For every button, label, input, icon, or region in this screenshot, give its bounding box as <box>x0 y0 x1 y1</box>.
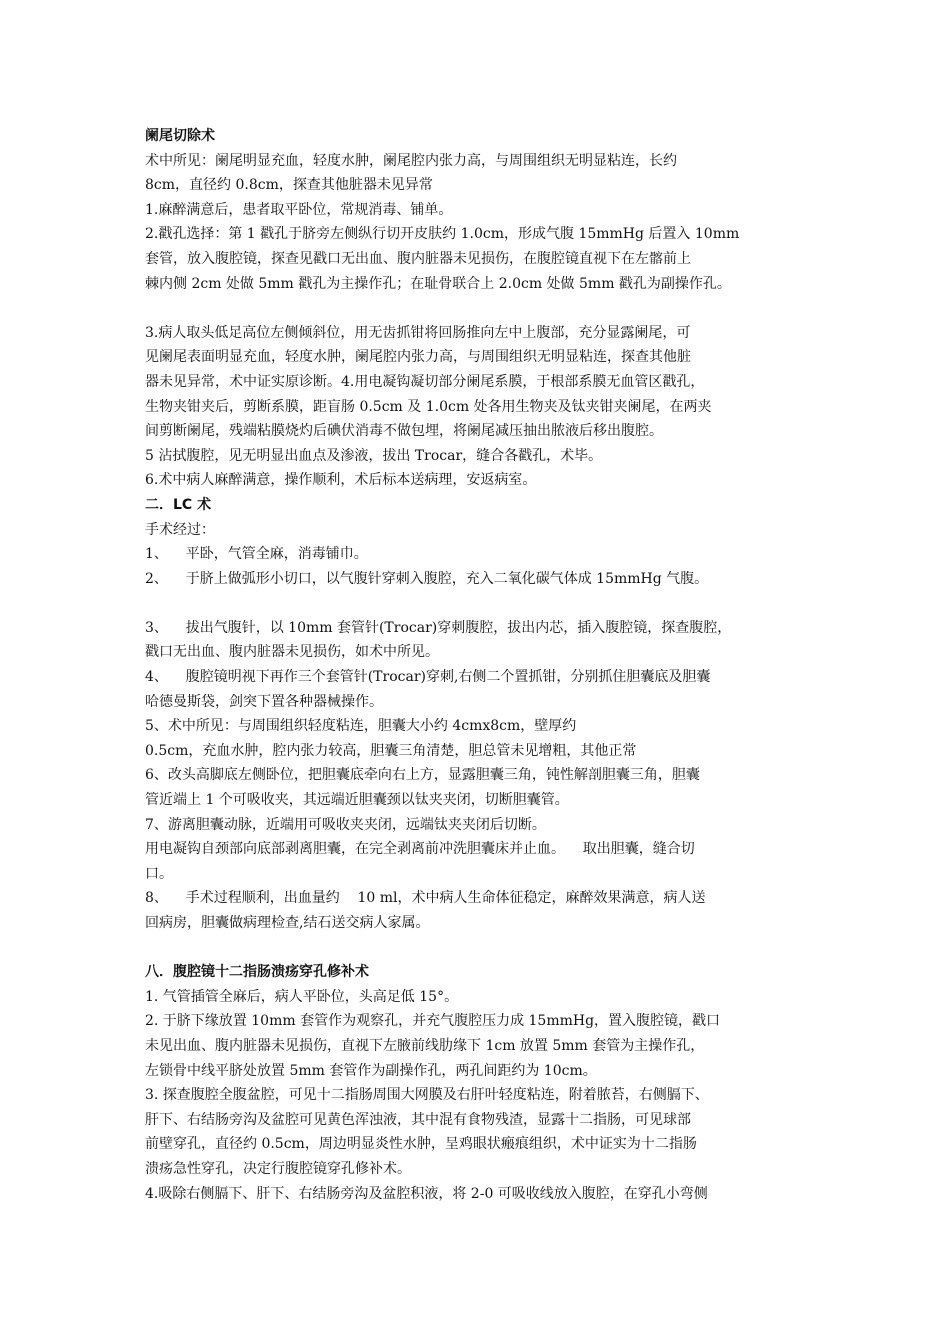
text-line: 哈德曼斯袋，剑突下置各种器械操作。 <box>145 693 383 710</box>
text-line: 2、 于脐上做弧形小切口，以气腹针穿刺入腹腔，充入二氧化碳气体成 15mmHg 气腹。 <box>145 570 709 587</box>
text-line: 肝下、右结肠旁沟及盆腔可见黄色浑浊液，其中混有食物残渣，显露十二指肠，可见球部 <box>145 1111 691 1128</box>
text-line: 左锁骨中线平脐处放置 5mm 套管作为副操作孔，两孔间距约为 10cm。 <box>145 1062 597 1079</box>
text-line: 2.戳孔选择：第 1 戳孔于脐旁左侧纵行切开皮肤约 1.0cm，形成气腹 15mmHg 后置入 10mm <box>145 226 740 243</box>
text-line: 1、 平卧，气管全麻，消毒铺巾。 <box>145 546 368 563</box>
text-line: 7、游离胆囊动脉，近端用可吸收夹夹闭，远端钛夹夹闭后切断。 <box>145 816 546 833</box>
text-line: 6、改头高脚底左侧卧位，把胆囊底牵向右上方，显露胆囊三角，钝性解剖胆囊三角，胆囊 <box>145 767 700 784</box>
text-line: 套管，放入腹腔镜，探查见戳口无出血、腹内脏器未见损伤，在腹腔镜直视下在左髂前上 <box>145 250 691 267</box>
text-line: 管近端上 1 个可吸收夹，其远端近胆囊颈以钛夹夹闭，切断胆囊管。 <box>145 792 569 809</box>
text-line: 棘内侧 2cm 处做 5mm 戳孔为主操作孔；在耻骨联合上 2.0cm 处做 5mm 戳孔为副操作孔。 <box>145 275 731 292</box>
text-line: 1.麻醉满意后，患者取平卧位，常规消毒、铺单。 <box>145 201 453 218</box>
text-line: 6.术中病人麻醉满意，操作顺利，术后标本送病理，安返病室。 <box>145 472 537 489</box>
section-heading: 二．LC 术 <box>145 496 212 513</box>
text-line: 见阑尾表面明显充血，轻度水肿，阑尾腔内张力高，与周围组织无明显粘连，探查其他脏 <box>145 349 691 366</box>
text-line: 2. 于脐下缘放置 10mm 套管作为观察孔，并充气腹腔压力成 15mmHg，置入腹腔镜，戳口 <box>145 1013 721 1030</box>
section-heading: 八．腹腔镜十二指肠溃疡穿孔修补术 <box>145 964 369 981</box>
text-line: 生物夹钳夹后，剪断系膜，距盲肠 0.5cm 及 1.0cm 处各用生物夹及钛夹钳夹阑尾，在两夹 <box>145 398 712 415</box>
text-line: 3、 拔出气腹针，以 10mm 套管针(Trocar)穿刺腹腔，拔出内芯，插入腹腔镜，探查腹腔， <box>145 619 732 636</box>
document-page <box>145 124 825 1206</box>
text-line: 5 沾拭腹腔，见无明显出血点及渗液，拔出 Trocar，缝合各戳孔，术毕。 <box>145 447 603 464</box>
text-line: 8cm，直径约 0.8cm，探查其他脏器未见异常 <box>145 177 433 194</box>
text-line: 3. 探查腹腔全腹盆腔，可见十二指肠周围大网膜及右肝叶轻度粘连，附着脓苔，右侧膈下、 <box>145 1087 709 1104</box>
blank-line <box>145 591 825 616</box>
text-line: 手术经过： <box>145 521 215 538</box>
text-line: 术中所见：阑尾明显充血，轻度水肿，阑尾腔内张力高，与周围组织无明显粘连，长约 <box>145 152 677 169</box>
text-line: 戳口无出血、腹内脏器未见损伤，如术中所见。 <box>145 644 439 661</box>
text-line: 回病房，胆囊做病理检查,结石送交病人家属。 <box>145 915 430 931</box>
text-line: 口。 <box>145 865 173 882</box>
text-line: 5、术中所见：与周围组织轻度粘连，胆囊大小约 4cmx8cm，壁厚约 <box>145 718 577 735</box>
text-line: 器未见异常，术中证实原诊断。4.用电凝钩凝切部分阑尾系膜，于根部系膜无血管区戳孔， <box>145 373 705 390</box>
text-line: 前壁穿孔，直径约 0.5cm，周边明显炎性水肿，呈鸡眼状瘢痕组织，术中证实为十二指肠 <box>145 1136 697 1153</box>
blank-line <box>145 936 825 961</box>
blank-line <box>145 296 825 321</box>
text-line: 4.吸除右侧膈下、肝下、右结肠旁沟及盆腔积液，将 2-0 可吸收线放入腹腔，在穿孔小弯侧 <box>145 1185 708 1202</box>
text-line: 溃疡急性穿孔，决定行腹腔镜穿孔修补术。 <box>145 1160 411 1177</box>
text-line: 3.病人取头低足高位左侧倾斜位，用无齿抓钳将回肠推向左中上腹部，充分显露阑尾，可 <box>145 324 691 341</box>
text-line: 1. 气管插管全麻后，病人平卧位，头高足低 15°。 <box>145 988 459 1005</box>
text-line: 间剪断阑尾，残端粘膜烧灼后碘伏消毒不做包埋，将阑尾减压抽出脓液后移出腹腔。 <box>145 423 663 440</box>
text-line: 4、 腹腔镜明视下再作三个套管针(Trocar)穿刺,右侧二个置抓钳，分别抓住胆囊底及胆囊 <box>145 669 711 686</box>
text-line: 8、 手术过程顺利，出血量约 10 ml，术中病人生命体征稳定，麻醉效果满意，病人送 <box>145 890 706 907</box>
text-line: 0.5cm，充血水肿，腔内张力较高，胆囊三角清楚，胆总管未见增粗，其他正常 <box>145 742 637 759</box>
text-line: 用电凝钩自颈部向底部剥离胆囊，在完全剥离前冲洗胆囊床并止血。 取出胆囊，缝合切 <box>145 841 695 858</box>
section-heading: 阑尾切除术 <box>145 128 215 144</box>
text-line: 未见出血、腹内脏器未见损伤，直视下左腋前线肋缘下 1cm 放置 5mm 套管为主操作孔， <box>145 1037 705 1054</box>
